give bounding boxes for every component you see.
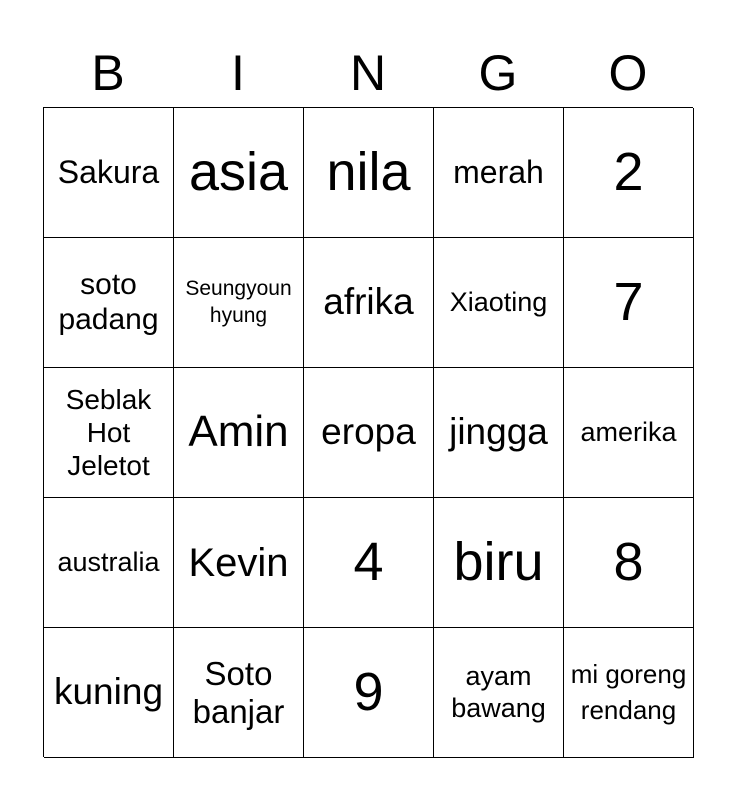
bingo-cell[interactable]: 4 bbox=[304, 498, 434, 628]
bingo-header bbox=[43, 38, 693, 108]
header-letter-n: N bbox=[349, 45, 387, 101]
bingo-cell[interactable]: merah bbox=[434, 108, 564, 238]
bingo-cell[interactable]: mi goreng rendang bbox=[564, 628, 694, 758]
bingo-cell[interactable]: biru bbox=[434, 498, 564, 628]
bingo-cell[interactable]: Xiaoting bbox=[434, 238, 564, 368]
bingo-board bbox=[43, 107, 693, 757]
bingo-cell[interactable]: ayam bawang bbox=[434, 628, 564, 758]
bingo-cell[interactable]: kuning bbox=[44, 628, 174, 758]
header-letter-g: G bbox=[478, 45, 518, 101]
bingo-cell[interactable]: 2 bbox=[564, 108, 694, 238]
bingo-cell[interactable]: eropa bbox=[304, 368, 434, 498]
bingo-cell[interactable]: 7 bbox=[564, 238, 694, 368]
header-letter-b: B bbox=[91, 45, 125, 101]
bingo-cell[interactable]: nila bbox=[304, 108, 434, 238]
bingo-cell[interactable]: afrika bbox=[304, 238, 434, 368]
bingo-cell[interactable]: Seungyoun hyung bbox=[174, 238, 304, 368]
bingo-cell[interactable]: Sakura bbox=[44, 108, 174, 238]
bingo-cell[interactable]: 9 bbox=[304, 628, 434, 758]
header-letter-i: I bbox=[231, 45, 245, 101]
bingo-cell[interactable]: australia bbox=[44, 498, 174, 628]
bingo-cell[interactable]: Seblak Hot Jeletot bbox=[44, 368, 174, 498]
bingo-cell[interactable]: jingga bbox=[434, 368, 564, 498]
bingo-cell[interactable]: Amin bbox=[174, 368, 304, 498]
bingo-cell[interactable]: Soto banjar bbox=[174, 628, 304, 758]
bingo-cell[interactable]: 8 bbox=[564, 498, 694, 628]
bingo-cell[interactable]: soto padang bbox=[44, 238, 174, 368]
bingo-cell[interactable]: asia bbox=[174, 108, 304, 238]
header-letter-o: O bbox=[608, 45, 648, 101]
bingo-cell[interactable]: Kevin bbox=[174, 498, 304, 628]
bingo-cell[interactable]: amerika bbox=[564, 368, 694, 498]
